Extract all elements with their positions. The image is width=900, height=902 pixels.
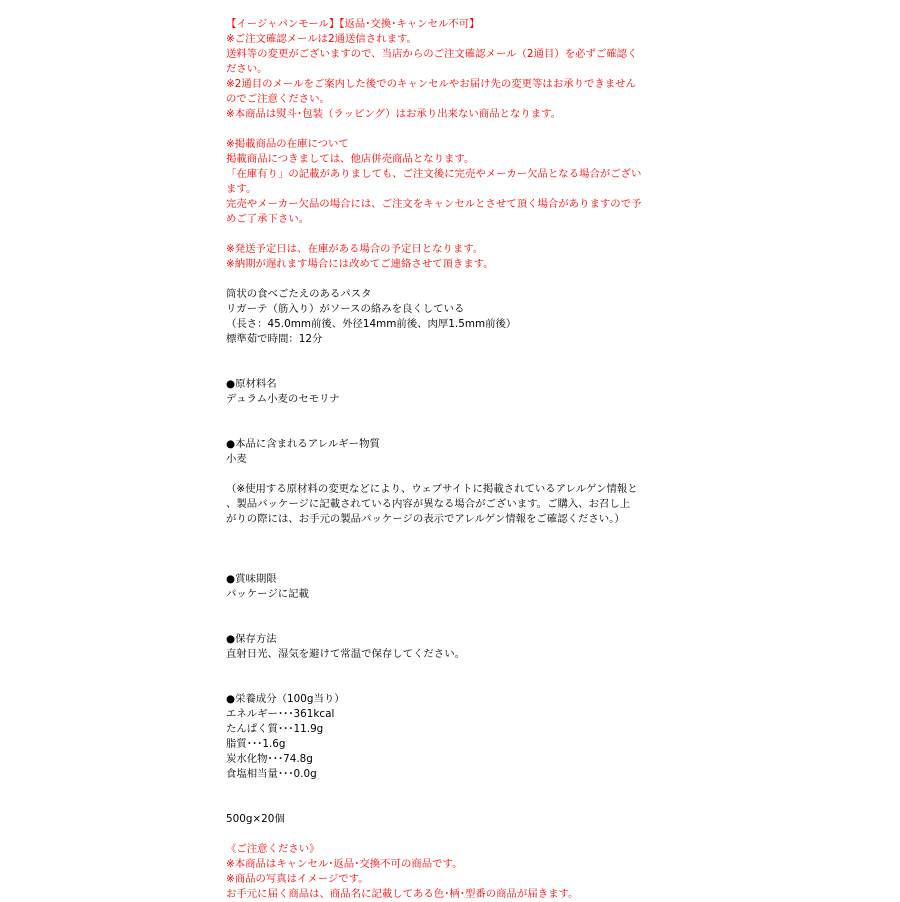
spacer xyxy=(226,407,886,437)
description-line: 標準茹で時間：12分 xyxy=(226,333,323,345)
nutrition-carbs: 炭水化物･･･74.8g xyxy=(226,753,313,765)
package-section xyxy=(226,812,886,827)
notice-line: 「在庫有り」の記載がありましても、ご注文後に完売やメーカー欠品となる場合がござい xyxy=(226,168,642,180)
spacer xyxy=(226,662,886,692)
description-line: リガーテ（筋入り）がソースの絡みを良くしている xyxy=(226,303,465,315)
notice-line: 完売やメーカー欠品の場合には、ご注文をキャンセルとさせて頂く場合がありますので予 xyxy=(226,198,642,210)
notice-line: お手元に届く商品は、商品名に記載してある色･柄･型番の商品が届きます。 xyxy=(226,888,579,900)
nutrition-heading: ●栄養成分（100g当り） xyxy=(226,693,345,705)
spacer xyxy=(226,227,886,242)
storage-value: 直射日光、湿気を避けて常温で保存してください。 xyxy=(226,648,465,660)
notice-line: 送料等の変更がございますので、当店からのご注文確認メール（2通目）を必ずご確認く xyxy=(226,48,638,60)
ingredients-heading: ●原材料名 xyxy=(226,378,277,390)
notice-line: ※ご注文確認メールは2通送信されます。 xyxy=(226,33,417,45)
nutrition-salt: 食塩相当量･･･0.0g xyxy=(226,768,317,780)
allergens-note: がりの際には、お手元の製品パッケージの表示でアレルゲン情報をご確認ください。） xyxy=(226,513,625,525)
notice-line: ※掲載商品の在庫について xyxy=(226,138,349,150)
best-before-heading: ●賞味期限 xyxy=(226,573,277,585)
notice-line: ださい。 xyxy=(226,63,268,75)
product-summary xyxy=(226,287,886,347)
notice-line: ※本商品はキャンセル･返品･交換不可の商品です。 xyxy=(226,858,463,870)
spacer xyxy=(226,782,886,812)
allergens-heading: ●本品に含まれるアレルギー物質 xyxy=(226,438,380,450)
spacer xyxy=(226,347,886,377)
notice-top xyxy=(226,17,886,122)
spacer xyxy=(226,467,886,482)
product-description xyxy=(226,17,886,902)
ingredients-value: デュラム小麦のセモリナ xyxy=(226,393,340,405)
notice-bottom xyxy=(226,842,886,902)
ingredients-section xyxy=(226,377,886,407)
nutrition-section xyxy=(226,692,886,782)
spacer xyxy=(226,527,886,572)
description-line: （長さ：45.0mm前後、外径14mm前後、肉厚1.5mm前後） xyxy=(226,318,517,330)
notice-line: ※納期が遅れます場合には改めてご連絡させて頂きます。 xyxy=(226,258,494,270)
description-line: 筒状の食べごたえのあるパスタ xyxy=(226,288,372,300)
notice-line: ます。 xyxy=(226,183,257,195)
allergens-section xyxy=(226,437,886,527)
best-before-section xyxy=(226,572,886,602)
notice-line: ※2通目のメールをご案内した後でのキャンセルやお届け先の変更等はお承りできません xyxy=(226,78,636,90)
notice-line: ※商品の写真はイメージです。 xyxy=(226,873,369,885)
notice-line: のでご注意ください。 xyxy=(226,93,330,105)
best-before-value: パッケージに記載 xyxy=(226,588,309,600)
spacer xyxy=(226,827,886,842)
nutrition-protein: たんぱく質･･･11.9g xyxy=(226,723,324,735)
notice-line: 掲載商品につきましては、他店併売商品となります。 xyxy=(226,153,475,165)
allergens-note: （※使用する原材料の変更などにより、ウェブサイトに掲載されているアレルゲン情報と xyxy=(226,483,638,495)
allergens-note: 、製品パッケージに記載されている内容が異なる場合がございます。ご購入、お召し上 xyxy=(226,498,631,510)
notice-line: めご了承下さい。 xyxy=(226,213,310,225)
spacer xyxy=(226,602,886,632)
store-header: 【イージャパンモール】【返品･交換･キャンセル不可】 xyxy=(226,18,480,30)
notice-shipping xyxy=(226,242,886,272)
notice-stock xyxy=(226,137,886,227)
storage-section xyxy=(226,632,886,662)
spacer xyxy=(226,272,886,287)
package-size: 500g×20個 xyxy=(226,813,285,825)
spacer xyxy=(226,122,886,137)
allergens-value: 小麦 xyxy=(226,453,247,465)
nutrition-fat: 脂質･･･1.6g xyxy=(226,738,286,750)
notice-line: ※本商品は熨斗･包装（ラッピング）はお承り出来ない商品となります。 xyxy=(226,108,562,120)
notice-heading: 《ご注意ください》 xyxy=(226,843,320,855)
storage-heading: ●保存方法 xyxy=(226,633,277,645)
nutrition-energy: エネルギー･･･361kcal xyxy=(226,708,335,720)
notice-line: ※発送予定日は、在庫がある場合の予定日となります。 xyxy=(226,243,484,255)
